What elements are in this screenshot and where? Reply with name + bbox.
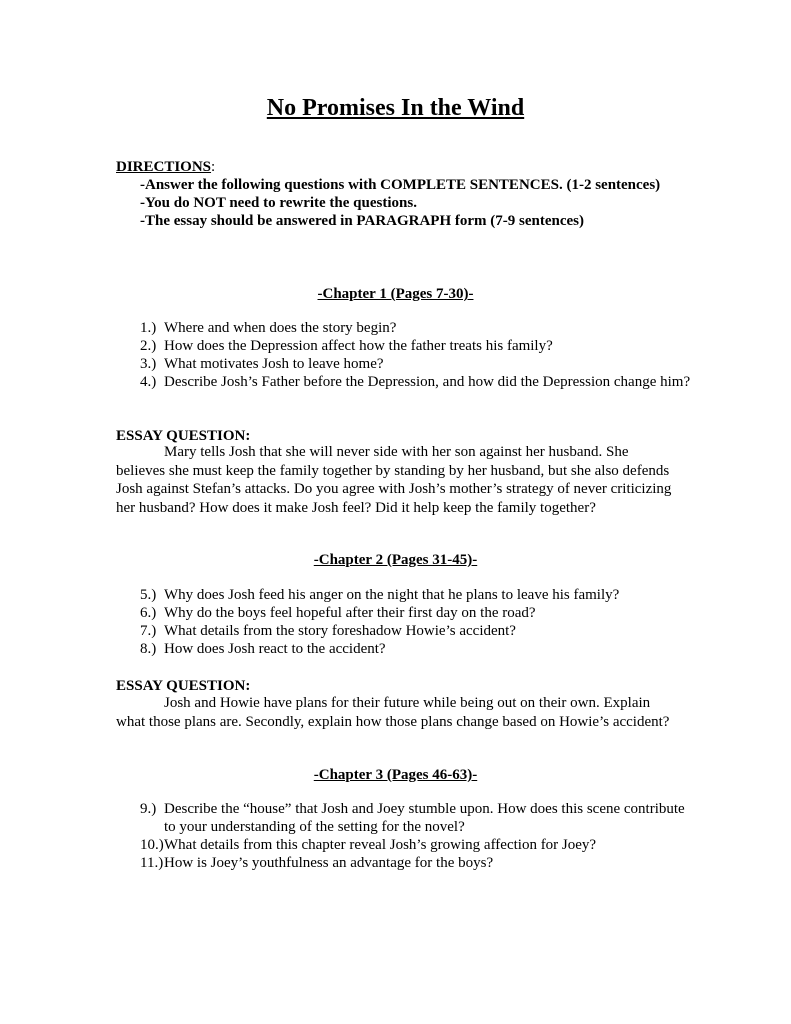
chapter-2-questions bbox=[140, 586, 700, 658]
question-text: Why does Josh feed his anger on the night that he plans to leave his family? bbox=[164, 587, 620, 603]
page-title: No Promises In the Wind bbox=[266, 95, 525, 121]
question-text: What details from the story foreshadow Howie’s accident? bbox=[164, 623, 516, 639]
chapter-3-questions bbox=[140, 800, 700, 872]
directions-heading-line bbox=[116, 158, 676, 176]
directions-heading: DIRECTIONS bbox=[116, 159, 212, 175]
chapter-1-questions bbox=[140, 319, 700, 391]
question-number: 9.) bbox=[140, 801, 157, 817]
question-number: 11.) bbox=[140, 855, 164, 871]
question-item bbox=[140, 854, 700, 872]
question-item bbox=[140, 586, 700, 604]
question-number: 7.) bbox=[140, 623, 157, 639]
chapter-3-heading: -Chapter 3 (Pages 46-63)- bbox=[313, 767, 478, 783]
question-number: 5.) bbox=[140, 587, 157, 603]
chapter-1-essay-text: Mary tells Josh that she will never side with her son against her husband. She believes she must keep the family together by standing by her husband, but she also defends Josh against Stefan’s attacks. Do you agree with Josh’s mother’s strategy of never criticizing her husband? How does it make Josh feel? Did it help keep the family together? bbox=[116, 444, 672, 516]
question-number: 8.) bbox=[140, 641, 157, 657]
question-text: Why do the boys feel hopeful after their first day on the road? bbox=[164, 605, 536, 621]
question-item bbox=[140, 640, 700, 658]
question-text: How does the Depression affect how the father treats his family? bbox=[164, 338, 553, 354]
chapter-2-heading: -Chapter 2 (Pages 31-45)- bbox=[313, 552, 478, 568]
question-item bbox=[140, 319, 700, 337]
question-text: What motivates Josh to leave home? bbox=[164, 356, 384, 372]
direction-item: -Answer the following questions with COMPLETE SENTENCES. (1-2 sentences) bbox=[140, 177, 661, 193]
question-number: 10.) bbox=[140, 837, 164, 853]
direction-item: -The essay should be answered in PARAGRAPH form (7-9 sentences) bbox=[140, 213, 585, 229]
question-text: How does Josh react to the accident? bbox=[164, 641, 386, 657]
question-number: 4.) bbox=[140, 374, 157, 390]
question-text: How is Joey’s youthfulness an advantage for the boys? bbox=[164, 855, 494, 871]
question-number: 1.) bbox=[140, 320, 157, 336]
question-item bbox=[140, 337, 700, 355]
question-item bbox=[140, 355, 700, 373]
chapter-2-essay-text: Josh and Howie have plans for their future while being out on their own. Explain what those plans are. Secondly, explain how those plans change based on Howie’s accident? bbox=[116, 695, 670, 730]
chapter-1-heading: -Chapter 1 (Pages 7-30)- bbox=[317, 286, 474, 302]
chapter-1-essay-heading: ESSAY QUESTION: bbox=[116, 428, 251, 444]
question-text: Where and when does the story begin? bbox=[164, 320, 397, 336]
question-text: What details from this chapter reveal Josh’s growing affection for Joey? bbox=[164, 837, 597, 853]
question-item bbox=[140, 836, 700, 854]
question-text: Describe Josh’s Father before the Depression, and how did the Depression change him? bbox=[164, 374, 691, 390]
directions-colon: : bbox=[211, 159, 216, 175]
question-item bbox=[140, 800, 700, 836]
question-number: 2.) bbox=[140, 338, 157, 354]
directions-section bbox=[116, 158, 676, 230]
question-item bbox=[140, 622, 700, 640]
question-number: 6.) bbox=[140, 605, 157, 621]
question-item bbox=[140, 604, 700, 622]
question-item bbox=[140, 373, 700, 391]
question-text: Describe the “house” that Josh and Joey stumble upon. How does this scene contribute to your understanding of the setting for the novel? bbox=[164, 801, 685, 835]
directions-list bbox=[116, 176, 676, 230]
question-number: 3.) bbox=[140, 356, 157, 372]
direction-item: -You do NOT need to rewrite the questions. bbox=[140, 195, 417, 211]
chapter-2-essay-heading: ESSAY QUESTION: bbox=[116, 678, 251, 694]
